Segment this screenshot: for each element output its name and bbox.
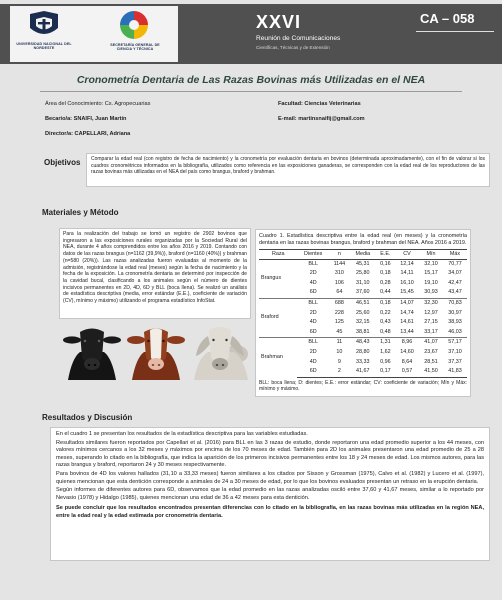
- table-row: [259, 298, 467, 308]
- column-header: Máx: [443, 249, 467, 259]
- table-cell: 28,80: [356, 348, 370, 355]
- results-text: [50, 427, 490, 561]
- table-cell: 14,11: [400, 270, 414, 277]
- results-paragraph: Según informes de diferentes autores para 6D, observamos que la edad promedio en las razas analizadas osciló entre 37,60 y 41,67 meses, similar a lo reportado por Nevasio (1978) y Hidalgo (1985), quienes mencionan una edad de 36 a 42 meses para esta dentición.: [56, 487, 484, 501]
- breed-cell: Brangus: [259, 259, 297, 298]
- table-cell: 41,07: [419, 338, 443, 348]
- title-divider: [40, 91, 462, 92]
- email: E-mail: martinsnaifij@gmail.com: [278, 116, 365, 122]
- table-cell: 57,17: [443, 338, 467, 348]
- table-cell: 0,43: [380, 319, 391, 326]
- faculty: Facultad: Ciencias Veterinarias: [278, 101, 361, 107]
- table-cell: BLL: [297, 298, 328, 308]
- objectives-heading: Objetivos: [44, 158, 81, 167]
- conclusion: Se puede concluir que los resultados encontrados presentan diferencias con lo citado en la bibliografía, en las razas bovinas más utilizadas en la región NEA, entre la edad real y la edad estimada por cronometría dentaria.: [56, 505, 484, 519]
- table-cell: BLL: [297, 259, 328, 269]
- table-cell: 0,18: [376, 298, 395, 308]
- table-cell: 14,60: [400, 348, 414, 355]
- table-cell: 41,83: [443, 367, 467, 377]
- table-cell: 0,28: [380, 279, 391, 286]
- table-cell: 27,15: [424, 319, 438, 326]
- table-cell: 19,10: [424, 279, 438, 286]
- table-cell: 37,10: [448, 348, 462, 355]
- column-header: CV: [395, 249, 419, 259]
- braford-head-image: [127, 329, 185, 381]
- stats-table: [259, 249, 467, 378]
- stats-table-box: [255, 229, 471, 397]
- edition-number: XXVI: [256, 12, 302, 32]
- table-cell: 30,97: [448, 309, 462, 316]
- table-cell: 8,96: [395, 338, 419, 348]
- column-header: Mín: [419, 249, 443, 259]
- table-cell: 1,62: [380, 348, 391, 355]
- breed-cell: Braford: [259, 298, 297, 337]
- table-cell: 0,22: [380, 309, 391, 316]
- table-cell: 70,77: [443, 259, 467, 269]
- table-cell: 0,48: [380, 328, 391, 335]
- table-cell: 6D: [309, 289, 317, 296]
- table-cell: 33,33: [356, 358, 370, 365]
- table-cell: 23,67: [424, 348, 438, 355]
- table-cell: 2D: [309, 309, 317, 316]
- table-cell: 46,03: [448, 328, 462, 335]
- table-cell: 25,60: [356, 309, 370, 316]
- fellow-name: Becario/a: SNAIFI, Juan Martín: [45, 116, 127, 122]
- table-cell: 37,37: [448, 358, 462, 365]
- table-cell: 10: [336, 348, 343, 355]
- poster-title: Cronometría Dentaria de Las Razas Bovinas más Utilizadas en el NEA: [76, 74, 426, 86]
- results-paragraph: Resultados similares fueron reportados por Capellari et al. (2016) para BLL en las 3 razas de estudio, donde reportaron una edad promedio superior a los 44 meses, con valores mínimos cercanos a los 32 meses y máximos por encima de los 70 meses de edad. También para 2D los animales presentaron una edad promedio de 25 a 28 meses, superando lo citado en la bibliografía, que indica la aparición de los primeros incisivos permanentes entre los 18 y 24 meses de edad. Los mismos autores, para las razas brangus y braford, reportaron 24 y 30 meses respectivamente.: [56, 439, 484, 469]
- table-row: [259, 338, 467, 348]
- sgcyt-logo: [118, 9, 150, 41]
- table-cell: 34,07: [448, 270, 462, 277]
- table-cell: 14,61: [400, 319, 414, 326]
- table-cell: 43,47: [448, 289, 462, 296]
- table-cell: 48,43: [350, 338, 376, 348]
- table-cell: 30,93: [424, 289, 438, 296]
- table-cell: 310: [334, 270, 344, 277]
- unne-logo: [26, 10, 62, 40]
- table-cell: 32,30: [419, 298, 443, 308]
- table-cell: 6D: [309, 328, 317, 335]
- table-cell: 2D: [309, 270, 317, 277]
- table-header-row: [259, 249, 467, 259]
- sgcyt-logo-text: SECRETARÍA GENERAL DE CIENCIA Y TÉCNICA: [110, 43, 160, 52]
- event-subtitle: Científicas, Técnicas y de Extensión: [256, 45, 330, 50]
- table-cell: 11: [329, 338, 350, 348]
- results-heading: Resultados y Discusión: [42, 413, 133, 422]
- table-cell: 12,97: [424, 309, 438, 316]
- table-cell: 38,93: [448, 319, 462, 326]
- table-footnote: BLL: boca llena; D: dientes; E.E.: error estándar; CV: coeficiente de variación; Mín y Máx: mínimo y máximo.: [259, 379, 467, 393]
- cattle-breed-photos: [58, 324, 252, 380]
- table-cell: 32,15: [356, 319, 370, 326]
- table-cell: 0,57: [395, 367, 419, 377]
- code-divider: [416, 31, 494, 32]
- methods-heading: Materiales y Método: [42, 208, 119, 217]
- table-cell: 13,44: [400, 328, 414, 335]
- table-cell: 688: [329, 298, 350, 308]
- table-cell: 1144: [329, 259, 350, 269]
- table-cell: 125: [334, 319, 344, 326]
- table-cell: 45,31: [350, 259, 376, 269]
- table-cell: 45: [336, 328, 343, 335]
- table-cell: 228: [334, 309, 344, 316]
- table-cell: 14,07: [395, 298, 419, 308]
- table-cell: 106: [334, 279, 344, 286]
- table-cell: 15,17: [424, 270, 438, 277]
- table-cell: 15,45: [400, 289, 414, 296]
- table-cell: 42,47: [448, 279, 462, 286]
- brangus-head-image: [63, 329, 121, 381]
- table-cell: 64: [336, 289, 343, 296]
- table-cell: 9: [337, 358, 341, 365]
- table-cell: 1,31: [376, 338, 395, 348]
- column-header: Raza: [259, 249, 297, 259]
- unne-logo-text: UNIVERSIDAD NACIONAL DEL NORDESTE: [16, 42, 72, 51]
- table-cell: 4D: [309, 358, 317, 365]
- director-name: Director/a: CAPELLARI, Adriana: [45, 131, 131, 137]
- table-cell: 6D: [297, 367, 328, 377]
- table-cell: 0,96: [380, 358, 391, 365]
- table-cell: 14,74: [400, 309, 414, 316]
- table-cell: 0,16: [376, 259, 395, 269]
- table-cell: 16,10: [400, 279, 414, 286]
- stats-table-body: [259, 259, 467, 377]
- table-caption: Cuadro 1. Estadística descriptiva entre la edad real (en meses) y la cronometría dentaria en las razas bovinas brangus, braford y brahman del NEA. Años 2016 a 2019.: [259, 233, 467, 246]
- table-cell: 46,51: [350, 298, 376, 308]
- table-cell: 41,50: [419, 367, 443, 377]
- event-name: Reunión de Comunicaciones: [256, 35, 341, 42]
- methods-text: Para la realización del trabajo se tomó un registro de 2902 bovinos que ingresaron a las exposiciones rurales organizadas por la Sociedad Rural del NEA, durante 4 años comprendidos entre los años 2016 y 2019. Contando con datos de las razas brangus (n=1162 (39,9%)), braford (n=1160 (40%)) y brahman (n=580 (20%)). Las razas analizadas fueron evaluadas al momento de la admisión, registrándose la edad real (meses) según la fecha de nacimiento y la fecha de la exposición. La cronometría dentaria se determinó por inspección de la cavidad bucal, clasificando a los animales según el número de dientes incisivos permanentes en 2D, 4D, 6D y BLL (boca llena). Se realizó un análisis de estadística descriptiva (media, error estándar (E.E.), coeficiente de variación (CV), mínimo y máximo) utilizando el programa estadístico InfoStat.: [59, 228, 251, 319]
- table-cell: BLL: [297, 338, 328, 348]
- column-header: E.E.: [376, 249, 395, 259]
- poster-code: CA – 058: [420, 11, 475, 26]
- objectives-text: Comparar la edad real (con registro de fecha de nacimiento) y la cronometría por evaluación dentaria en bovinos (determinada aproximadamente), con el fin de valorar si los cuadros cronométricos informados en la bibliografía, utilizados como referencia en las exposiciones ganaderas, se corresponden con la edad real de los reproductores de las razas bovinas más utilizadas en el NEA del país como brangus, braford y brahman.: [86, 153, 490, 187]
- results-paragraph: Para bovinos de 4D los valores hallados (31,10 a 33,33 meses) fueron similares a los citados por Sisson y Grossman (1975), Calvo et al. (1982) y Lucero et al. (1997), quienes mencionan que esta dentición corresponde a animales de 24 a 30 meses de edad, por lo que los bovinos evaluados presentan un retraso en la erupción dentaria.: [56, 470, 484, 485]
- table-row: [259, 259, 467, 269]
- table-cell: 2D: [309, 348, 317, 355]
- column-header: Dientes: [297, 249, 328, 259]
- table-cell: 28,51: [424, 358, 438, 365]
- table-cell: 70,83: [443, 298, 467, 308]
- table-cell: 31,10: [356, 279, 370, 286]
- table-cell: 0,17: [376, 367, 395, 377]
- table-cell: 4D: [309, 319, 317, 326]
- table-cell: 38,81: [356, 328, 370, 335]
- table-cell: 32,10: [419, 259, 443, 269]
- column-header: n: [329, 249, 350, 259]
- table-cell: 2: [329, 367, 350, 377]
- table-cell: 25,80: [356, 270, 370, 277]
- table-cell: 33,17: [424, 328, 438, 335]
- table-cell: 41,67: [350, 367, 376, 377]
- results-paragraph: En el cuadro 1 se presentan los resultados de la estadística descriptiva para las variables estudiadas.: [56, 431, 308, 437]
- brahman-head-image: [194, 327, 248, 380]
- knowledge-area: Área del Conocimiento: Cs. Agropecuarias: [45, 101, 151, 107]
- table-cell: 0,18: [380, 270, 391, 277]
- table-cell: 37,60: [356, 289, 370, 296]
- table-cell: 12,14: [395, 259, 419, 269]
- table-cell: 4D: [309, 279, 317, 286]
- table-cell: 8,64: [401, 358, 413, 365]
- column-header: Media: [350, 249, 376, 259]
- table-cell: 0,44: [380, 289, 391, 296]
- breed-cell: Brahman: [259, 338, 297, 377]
